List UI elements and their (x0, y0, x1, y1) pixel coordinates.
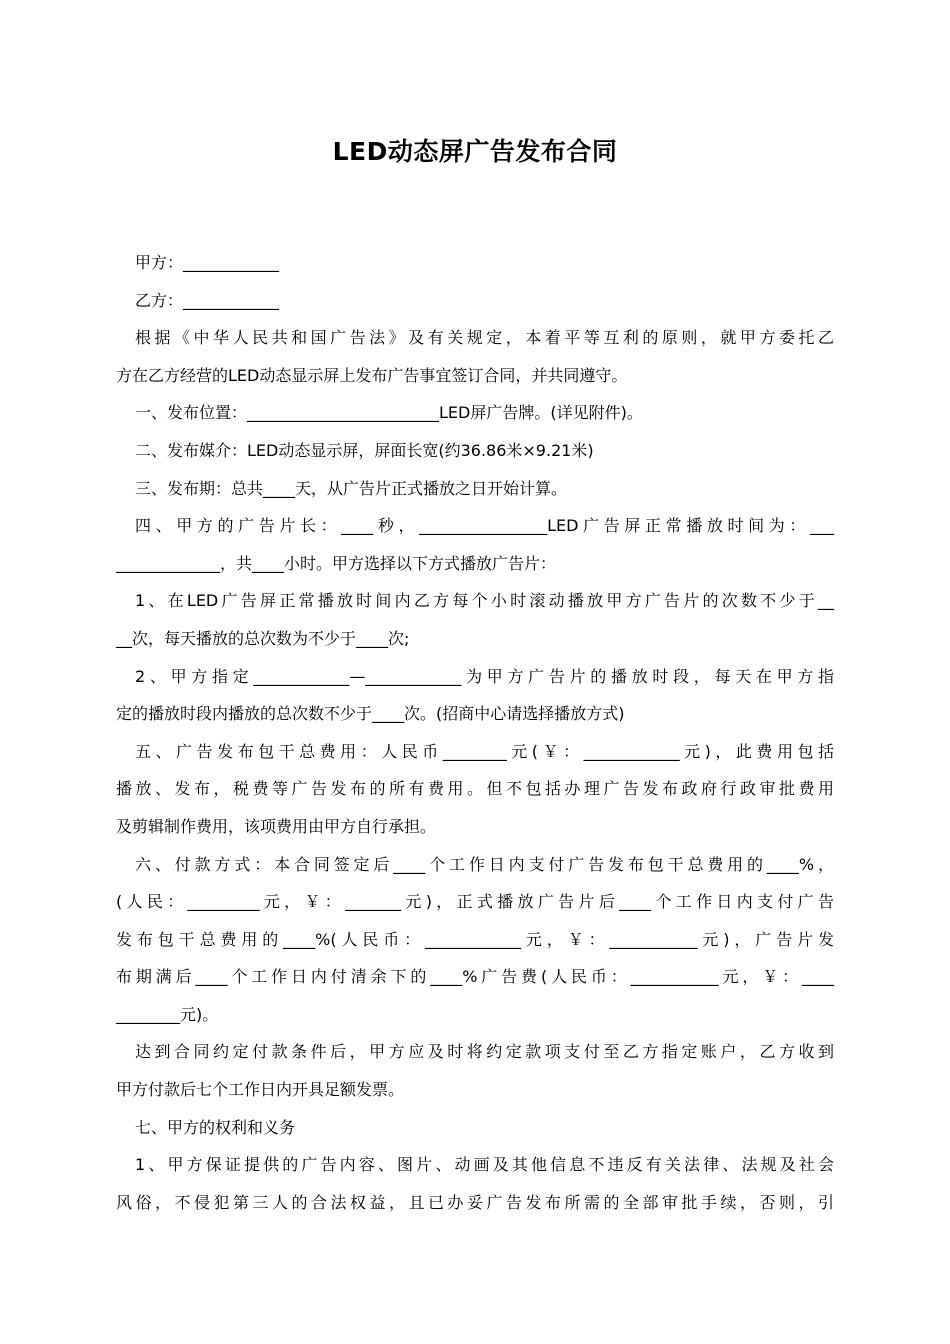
contract-body (116, 244, 834, 1221)
text-line: 风俗，不侵犯第三人的合法权益，且已办妥广告发布所需的全部审批手续，否则，引 (116, 1192, 834, 1212)
text-line: 1、在LED广告屏正常播放时间内乙方每个小时滚动播放甲方广告片的次数不少于__ (135, 591, 834, 611)
text-line: 五、广告发布包干总费用：人民币________元(￥：____________元)，此费用包括 (135, 741, 834, 761)
document-title: LED动态屏广告发布合同 (332, 137, 618, 166)
text-line: 乙方：____________ (135, 290, 280, 310)
text-line: ________元)。 (116, 1004, 219, 1024)
text-line: 根据《中华人民共和国广告法》及有关规定，本着平等互利的原则，就甲方委托乙 (135, 328, 834, 348)
text-line: (人民：_________元，￥：_______元)，正式播放广告片后____个工作日内支付广告 (116, 892, 834, 912)
text-line: 布期满后____个工作日内付清余下的____%广告费(人民币：___________元，￥：____ (116, 967, 834, 987)
text-line: 发布包干总费用的____%(人民币：____________元，￥：___________元)，广告片发 (116, 929, 834, 949)
text-line: 七、甲方的权利和义务 (135, 1117, 296, 1137)
text-line: 一、发布位置：________________________LED屏广告牌。(详见附件)。 (135, 403, 643, 423)
text-line: 播放、发布，税费等广告发布的所有费用。但不包括办理广告发布政府行政审批费用 (116, 779, 834, 799)
text-line: 方在乙方经营的LED动态显示屏上发布广告事宜签订合同，并共同遵守。 (116, 365, 628, 385)
text-line: 达到合同约定付款条件后，甲方应及时将约定款项支付至乙方指定账户，乙方收到 (135, 1042, 834, 1062)
text-line: 甲方付款后七个工作日内开具足额发票。 (116, 1080, 405, 1100)
text-line: 及剪辑制作费用，该项费用由甲方自行承担。 (116, 816, 437, 836)
text-line: 定的播放时段内播放的总次数不少于____次。(招商中心请选择播放方式) (116, 704, 625, 724)
text-line: 三、发布期：总共____天，从广告片正式播放之日开始计算。 (135, 478, 568, 498)
text-line: 甲方：____________ (135, 253, 280, 272)
text-line: 1、甲方保证提供的广告内容、图片、动画及其他信息不违反有关法律、法规及社会 (135, 1155, 834, 1175)
text-line: 二、发布媒介：LED动态显示屏，屏面长宽(约36.86米×9.21米) (135, 440, 594, 460)
text-line: 2、甲方指定____________—____________为甲方广告片的播放时段，每天在甲方指 (135, 666, 834, 686)
text-line: _____________，共____小时。甲方选择以下方式播放广告片： (116, 553, 557, 573)
text-line: 四、甲方的广告片长：____秒，________________LED广告屏正常播放时间为：___ (135, 516, 834, 536)
text-line: 六、付款方式：本合同签定后____个工作日内支付广告发布包干总费用的____%， (135, 854, 834, 874)
text-line: __次，每天播放的总次数为不少于____次; (116, 628, 410, 648)
